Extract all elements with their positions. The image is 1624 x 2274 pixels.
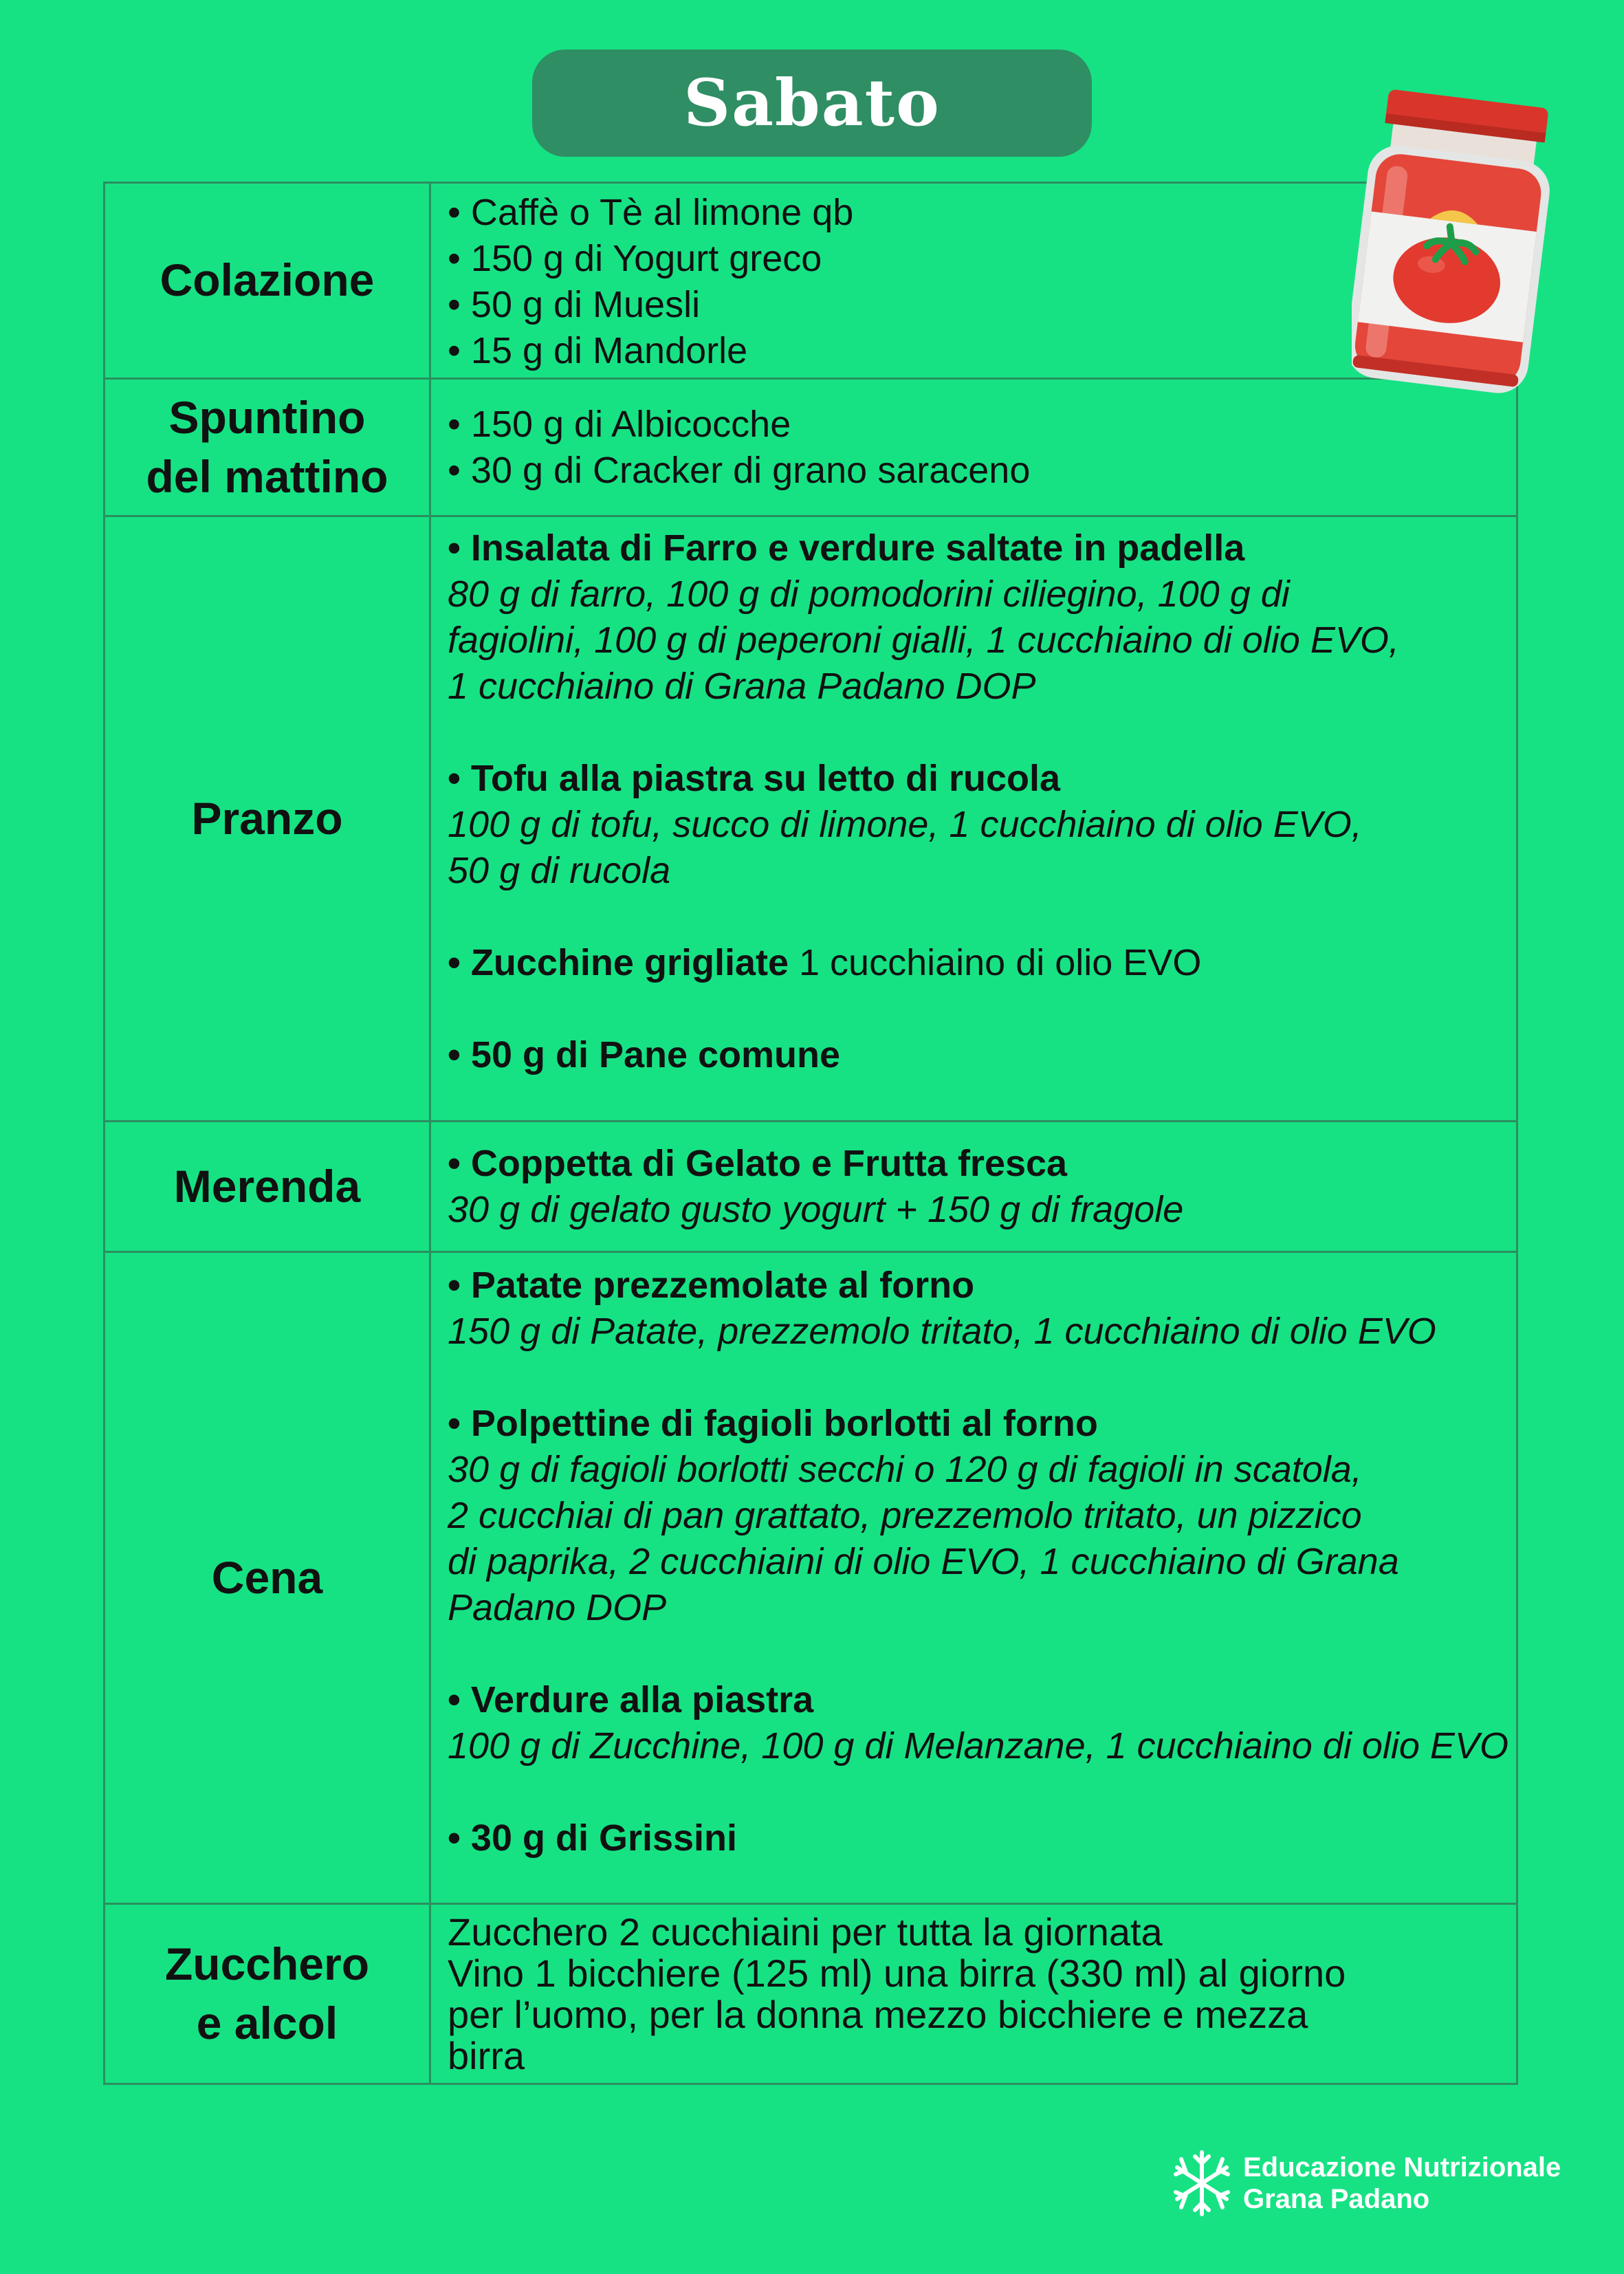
dish-title: • Tofu alla piastra su letto di rucola <box>448 758 1061 799</box>
row-pranzo <box>105 515 1516 1120</box>
content-merenda <box>431 1122 1516 1251</box>
snowflake-logo-icon <box>1173 2145 1231 2221</box>
dish-title: • Polpettine di fagioli borlotti al forno <box>448 1403 1098 1444</box>
dish-detail: di paprika, 2 cucchiaini di olio EVO, 1 cucchiaino di Grana <box>448 1541 1399 1582</box>
dish-detail: 50 g di rucola <box>448 850 671 891</box>
list-item: Vino 1 bicchiere (125 ml) una birra (330 ml) al giorno <box>448 1951 1346 1995</box>
label-spuntino: Spuntino del mattino <box>105 380 431 515</box>
page-title: Sabato <box>683 65 941 141</box>
list-item: • 15 g di Mandorle <box>448 330 748 371</box>
logo-line1: Educazione Nutrizionale <box>1243 2152 1561 2183</box>
row-colazione <box>105 184 1516 378</box>
dish-title: • Coppetta di Gelato e Frutta fresca <box>448 1142 1068 1184</box>
tomato-sauce-jar-icon <box>1352 77 1551 407</box>
dish-detail: Padano DOP <box>448 1587 667 1628</box>
dish-line <box>448 940 1500 986</box>
list-item: • Caffè o Tè al limone qb <box>448 192 854 233</box>
dish-title: • 50 g di Pane comune <box>448 1034 841 1075</box>
content-pranzo <box>431 517 1516 1120</box>
list-item: • 150 g di Yogurt greco <box>448 238 822 279</box>
dish-title: • 30 g di Grissini <box>448 1817 738 1859</box>
logo-line2: Grana Padano <box>1243 2184 1430 2214</box>
title-pill <box>532 50 1092 157</box>
label-cena: Cena <box>105 1253 431 1903</box>
list-item: • 30 g di Cracker di grano saraceno <box>448 449 1031 491</box>
dish-detail: 2 cucchiai di pan grattato, prezzemolo tritato, un pizzico <box>448 1495 1362 1536</box>
content-zucchero-alcol <box>431 1905 1516 2083</box>
list-item: Zucchero 2 cucchiaini per tutta la giornata <box>448 1910 1163 1954</box>
row-cena <box>105 1251 1516 1903</box>
dish-detail: 100 g di tofu, succo di limone, 1 cucchiaino di olio EVO, <box>448 804 1362 845</box>
list-item: birra <box>448 2033 525 2077</box>
list-item: • 150 g di Albicocche <box>448 403 791 445</box>
dish-detail: 30 g di fagioli borlotti secchi o 120 g di fagioli in scatola, <box>448 1449 1362 1490</box>
list-item: per l’uomo, per la donna mezzo bicchiere e mezza <box>448 1992 1308 2036</box>
label-merenda: Merenda <box>105 1122 431 1251</box>
dish-title: • Zucchine grigliate <box>448 942 789 983</box>
content-cena <box>431 1253 1525 1903</box>
row-zucchero-alcol <box>105 1903 1516 2083</box>
dish-detail: fagiolini, 100 g di peperoni gialli, 1 cucchiaino di olio EVO, <box>448 620 1399 661</box>
dish-detail: 150 g di Patate, prezzemolo tritato, 1 cucchiaino di olio EVO <box>448 1311 1436 1352</box>
label-zucchero-alcol: Zucchero e alcol <box>105 1905 431 2083</box>
list-item: • 50 g di Muesli <box>448 284 701 325</box>
dish-detail: 1 cucchiaino di olio EVO <box>789 942 1202 983</box>
dish-detail: 1 cucchiaino di Grana Padano DOP <box>448 666 1036 707</box>
meal-plan-table <box>103 182 1518 2085</box>
dish-title: • Patate prezzemolate al forno <box>448 1265 975 1306</box>
dish-detail: 100 g di Zucchine, 100 g di Melanzane, 1 cucchiaino di olio EVO <box>448 1725 1508 1767</box>
dish-detail: 80 g di farro, 100 g di pomodorini ciliegino, 100 g di <box>448 573 1290 615</box>
row-merenda <box>105 1120 1516 1251</box>
dish-title: • Insalata di Farro e verdure saltate in padella <box>448 527 1245 569</box>
brand-logo <box>1173 2145 1561 2221</box>
row-spuntino <box>105 378 1516 515</box>
dish-title: • Verdure alla piastra <box>448 1679 814 1720</box>
label-pranzo: Pranzo <box>105 517 431 1120</box>
dish-detail: 30 g di gelato gusto yogurt + 150 g di fragole <box>448 1188 1184 1230</box>
label-colazione: Colazione <box>105 184 431 378</box>
